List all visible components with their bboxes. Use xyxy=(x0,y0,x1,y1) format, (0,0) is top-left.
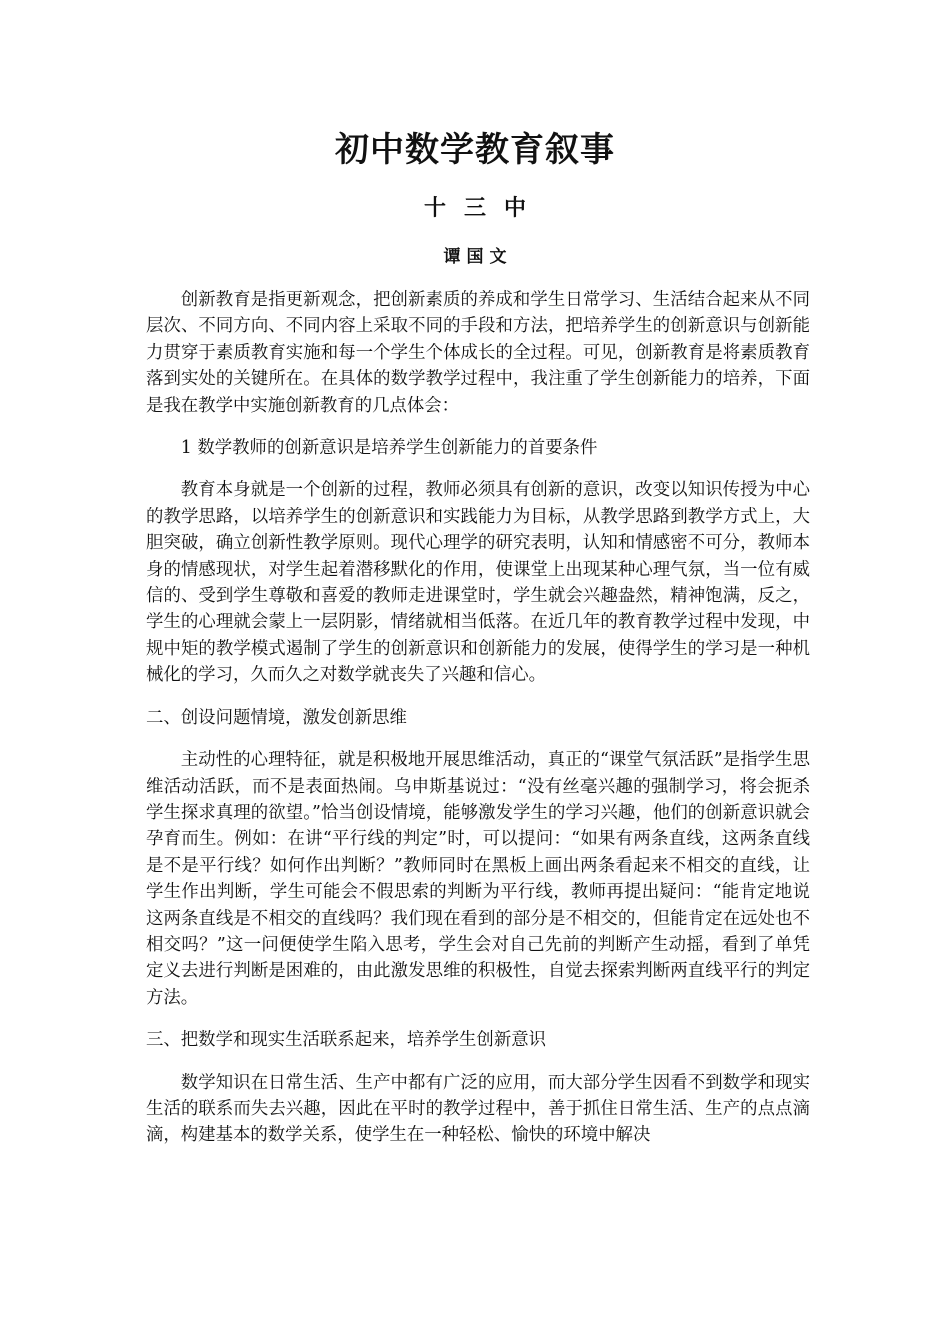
section-heading-2: 二、创设问题情境，激发创新思维 xyxy=(146,707,407,728)
paragraph-gap xyxy=(146,731,810,747)
paragraph-gap xyxy=(146,1054,810,1070)
paragraph-gap xyxy=(146,461,810,477)
section-heading-3: 三、把数学和现实生活联系起来，培养学生创新意识 xyxy=(146,1030,546,1051)
section-heading-1: 1 数学教师的创新意识是培养学生创新能力的首要条件 xyxy=(180,438,598,459)
intro-paragraph: 创新教育是指更新观念，把创新素质的养成和学生日常学习、生活结合起来从不同层次、不同方向、不同内容上采取不同的手段和方法，把培养学生的创新意识与创新能力贯穿于素质教育实施和每一个学生个体成长的全过程。可见，创新教育是将素质教育落到实处的关键所在。在具体的数学教学过程中，我注重了学生创新能力的培养，下面是我在教学中实施创新教育的几点体会： xyxy=(146,290,810,416)
school-name: 十三中 xyxy=(423,196,544,221)
section-paragraph-3: 数学知识在日常生活、生产中都有广泛的应用，而大部分学生因看不到数学和现实生活的联系而失去兴趣，因此在平时的教学过程中，善于抓住日常生活、生产的点点滴滴，构建基本的数学关系，使学生在一种轻松、愉快的环境中解决 xyxy=(146,1072,810,1146)
paragraph-gap xyxy=(146,1011,810,1027)
document-title: 初中数学教育叙事 xyxy=(335,130,615,170)
author-name: 谭国文 xyxy=(443,247,513,267)
paragraph-gap xyxy=(146,689,810,705)
paragraph-gap xyxy=(146,419,810,435)
document-body xyxy=(146,287,810,1149)
section-paragraph-2: 主动性的心理特征，就是积极地开展思维活动，真正的“课堂气氛活跃”是指学生思维活动活跃，而不是表面热闹。乌申斯基说过：“没有丝毫兴趣的强制学习，将会扼杀学生探求真理的欲望。”恰当创设情境，能够激发学生的学习兴趣，他们的创新意识就会孕育而生。例如：在讲“平行线的判定”时，可以提问：“如果有两条直线，这两条直线是不是平行线？如何作出判断？”教师同时在黑板上画出两条看起来不相交的直线，让学生作出判断，学生可能会不假思索的判断为平行线，教师再提出疑问：“能肯定地说这两条直线是不相交的直线吗？我们现在看到的部分是不相交的，但能肯定在远处也不相交吗？”这一问便使学生陷入思考，学生会对自己先前的判断产生动摇，看到了单凭定义去进行判断是困难的，由此激发思维的积极性，自觉去探索判断两直线平行的判定方法。 xyxy=(146,750,810,1008)
section-paragraph-1: 教育本身就是一个创新的过程，教师必须具有创新的意识，改变以知识传授为中心的教学思路，以培养学生的创新意识和实践能力为目标，从教学思路到教学方式上，大胆突破，确立创新性教学原则。现代心理学的研究表明，认知和情感密不可分，教师本身的情感现状，对学生起着潜移默化的作用，使课堂上出现某种心理气氛，当一位有威信的、受到学生尊敬和喜爱的教师走进课堂时，学生就会兴趣盎然，精神饱满，反之，学生的心理就会蒙上一层阴影，情绪就相当低落。在近几年的教育教学过程中发现，中规中矩的教学模式遏制了学生的创新意识和创新能力的发展，使得学生的学习是一种机械化的学习，久而久之对数学就丧失了兴趣和信心。 xyxy=(146,480,810,686)
